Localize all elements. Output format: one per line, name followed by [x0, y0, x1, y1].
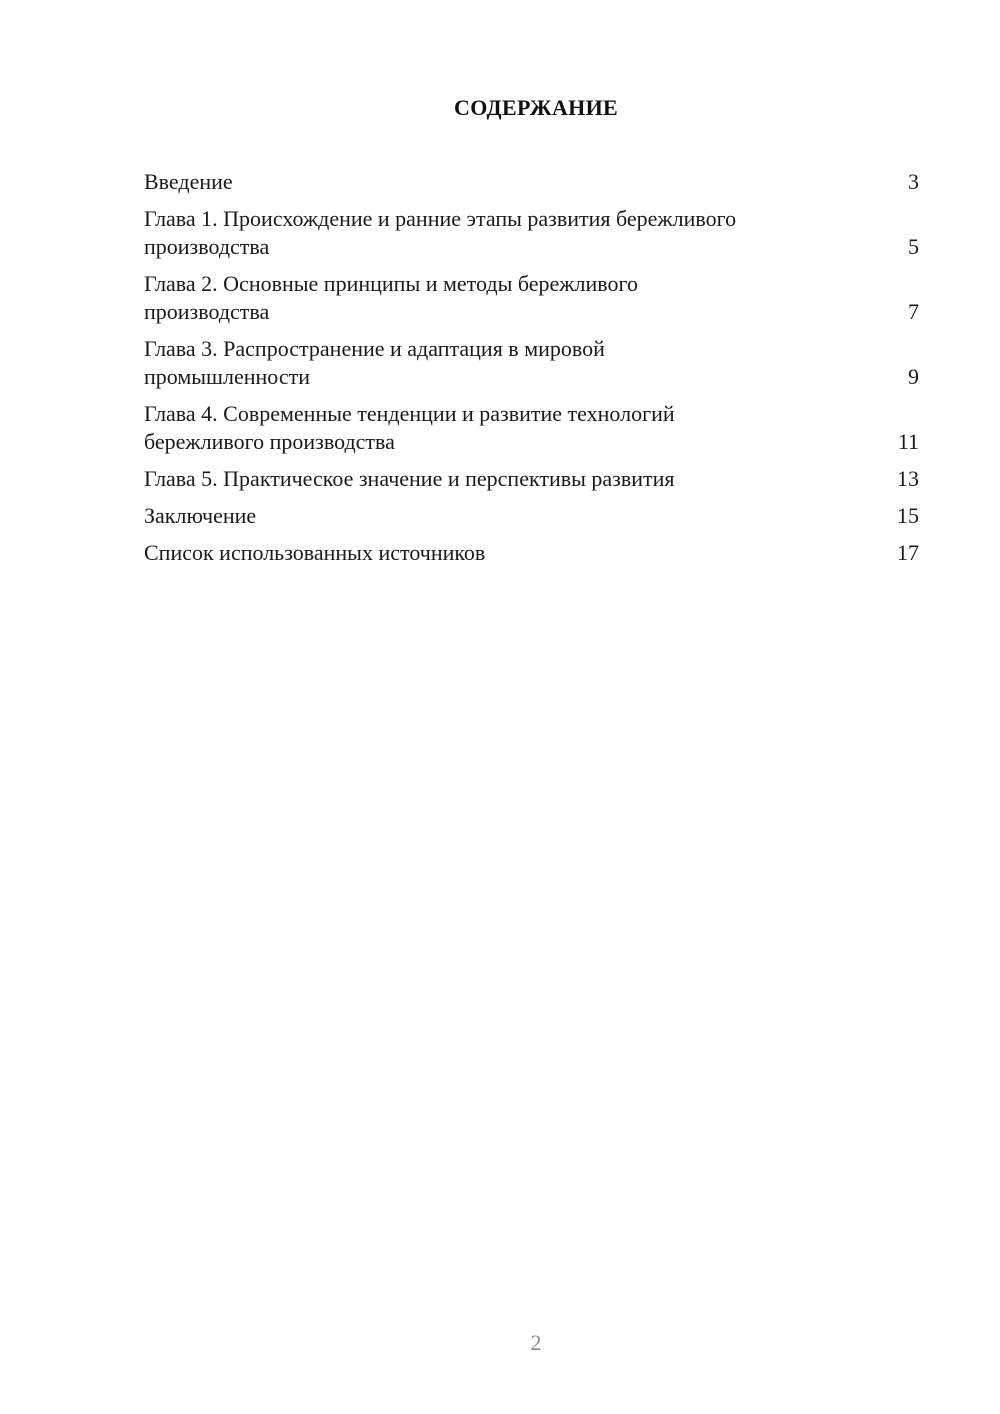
toc-entry-page: 11 [897, 429, 919, 454]
toc-entry-label: Глава 2. Основные принципы и методы бережливого производства [144, 271, 638, 324]
toc-entry-label: Глава 3. Распространение и адаптация в мировой промышленности [144, 336, 605, 389]
toc-entry-label: Глава 5. Практическое значение и перспективы развития [144, 466, 675, 491]
toc-entry-page: 3 [908, 169, 919, 194]
toc-entry-chapter-4[interactable] [144, 400, 919, 456]
toc-entry-label: Заключение [144, 503, 257, 528]
page-title: СОДЕРЖАНИЕ [454, 95, 618, 120]
toc-entry-page: 9 [908, 364, 919, 389]
table-of-contents [144, 168, 919, 576]
toc-entry-chapter-2[interactable] [144, 270, 919, 326]
toc-entry-page: 5 [908, 234, 919, 259]
toc-entry-label: Список использованных источников [144, 540, 486, 565]
toc-entry-chapter-3[interactable] [144, 335, 919, 391]
toc-entry-page: 17 [897, 540, 919, 565]
toc-entry-page: 15 [897, 503, 919, 528]
toc-entry-label: Глава 4. Современные тенденции и развитие технологий бережливого производства [144, 401, 675, 454]
toc-entry-page: 13 [897, 466, 919, 491]
toc-entry-label: Введение [144, 169, 233, 194]
toc-entry-introduction[interactable] [144, 168, 919, 196]
toc-entry-chapter-5[interactable] [144, 465, 919, 493]
page-number: 2 [530, 1330, 542, 1355]
toc-entry-label: Глава 1. Происхождение и ранние этапы развития бережливого производства [144, 206, 737, 259]
toc-entry-conclusion[interactable] [144, 502, 919, 530]
toc-entry-references[interactable] [144, 539, 919, 567]
toc-entry-chapter-1[interactable] [144, 205, 919, 261]
toc-entry-page: 7 [908, 299, 919, 324]
